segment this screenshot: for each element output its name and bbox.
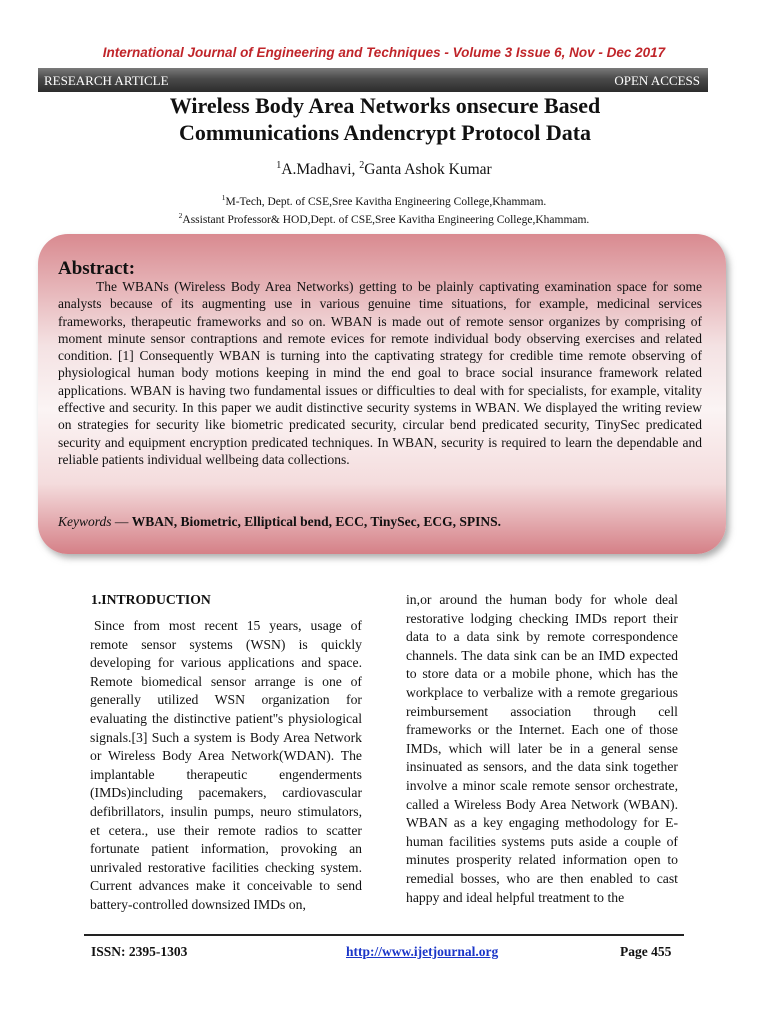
research-article-label: RESEARCH ARTICLE: [44, 73, 169, 88]
journal-header: International Journal of Engineering and Techniques - Volume 3 Issue 6, Nov - Dec 2017: [102, 45, 666, 60]
section-heading-introduction: 1.INTRODUCTION: [91, 592, 211, 607]
footer-divider: [84, 934, 684, 936]
abstract-heading: Abstract:: [58, 258, 136, 279]
affiliation-1-marker: 1: [221, 193, 226, 202]
author-list: [0, 160, 768, 179]
abstract-text: The WBANs (Wireless Body Area Networks) getting to be plainly captivating examination space for some analysts because of its augmenting use in various genuine time situations, for example, medicinal services frameworks, therapeutic frameworks and so on. WBAN is made out of remote sensor organizes by comprising of moment minute sensor contraptions and remote evices for remote individual body observing exercises and related condition. [1] Consequently WBAN is turning into the captivating strategy for credible time remote observing of physiological human body motions keeping in mind the end goal to brace social insurance framework related applications. WBAN is having two fundamental issues or difficulties to deal with for specialists, for example, vitality effective and security. In this paper we audit distinctive security systems in WBAN. We displayed the writing review on strategies for security like biometric predicated security, circular bend predicated security, TinySec predicated security and equipment encryption predicated techniques. In WBAN, security is required to learn the dependable and reliable patients individual wellbeing data collections.: [58, 279, 702, 467]
introduction-left-column: Since from most recent 15 years, usage of remote sensor systems (WSN) is quickly developing for various applications and space. Remote biomedical sensor arrange is one of generally utilized WSN organization for evaluating the distinctive patient''s physiological signals.[3] Such a system is Body Area Network or Wireless Body Area Network(WDAN). The implantable therapeutic engenderments (IMDs)including pacemakers, cardiovascular defibrillators, insulin pumps, neuro stimulators, et cetera., use their remote radios to scatter fortunate patient information, provoking an unrivaled restorative facilities checking system. Current advances make it conceivable to send battery-controlled downsized IMDs on,: [90, 618, 362, 912]
affiliation-2: [0, 211, 768, 226]
title-line-1: Wireless Body Area Networks onsecure Based: [169, 93, 601, 118]
affiliation-2-text: Assistant Professor& HOD,Dept. of CSE,Sree Kavitha Engineering College,Khammam.: [182, 213, 590, 226]
keywords-label: Keywords: [58, 514, 112, 529]
introduction-right-column: in,or around the human body for whole deal restorative lodging checking IMDs report their data to a data sink by remote correspondence channels. The data sink can be an IMD expected to store data or a mobile phone, which has the workplace to verbalize with a remote gregarious reimbursement association through cell frameworks or the Internet. Each one of those IMDs, which will later be in a general sense insinuated as sensors, and the data sink together involve a minor scale remote sensor orchestrate, called a Wireless Body Area Network (WBAN). WBAN as a key engaging methodology for E-human facilities systems puts aside a couple of minutes prosperity related information open to remedial bosses, who are then enabled to cast happy and ideal helpful treatment to the: [406, 592, 678, 905]
footer-page-number: Page 455: [620, 944, 672, 959]
keywords: [58, 514, 708, 530]
affiliation-1: [0, 193, 768, 208]
author-1-name: A.Madhavi,: [281, 161, 360, 179]
footer-issn: ISSN: 2395-1303: [91, 944, 188, 959]
author-2-marker: 2: [359, 160, 365, 171]
author-1-marker: 1: [276, 160, 282, 171]
keywords-dash: —: [111, 514, 132, 529]
paper-title: [60, 92, 710, 146]
affiliation-2-marker: 2: [178, 211, 183, 220]
title-line-2: Communications Andencrypt Protocol Data: [178, 120, 592, 145]
article-type-banner: [38, 68, 708, 92]
affiliation-1-text: M-Tech, Dept. of CSE,Sree Kavitha Engineering College,Khammam.: [225, 195, 547, 208]
footer-journal-link[interactable]: http://www.ijetjournal.org: [346, 944, 499, 959]
open-access-label: OPEN ACCESS: [614, 73, 700, 88]
author-2-name: Ganta Ashok Kumar: [364, 161, 492, 179]
keywords-values: WBAN, Biometric, Elliptical bend, ECC, TinySec, ECG, SPINS.: [131, 514, 502, 529]
